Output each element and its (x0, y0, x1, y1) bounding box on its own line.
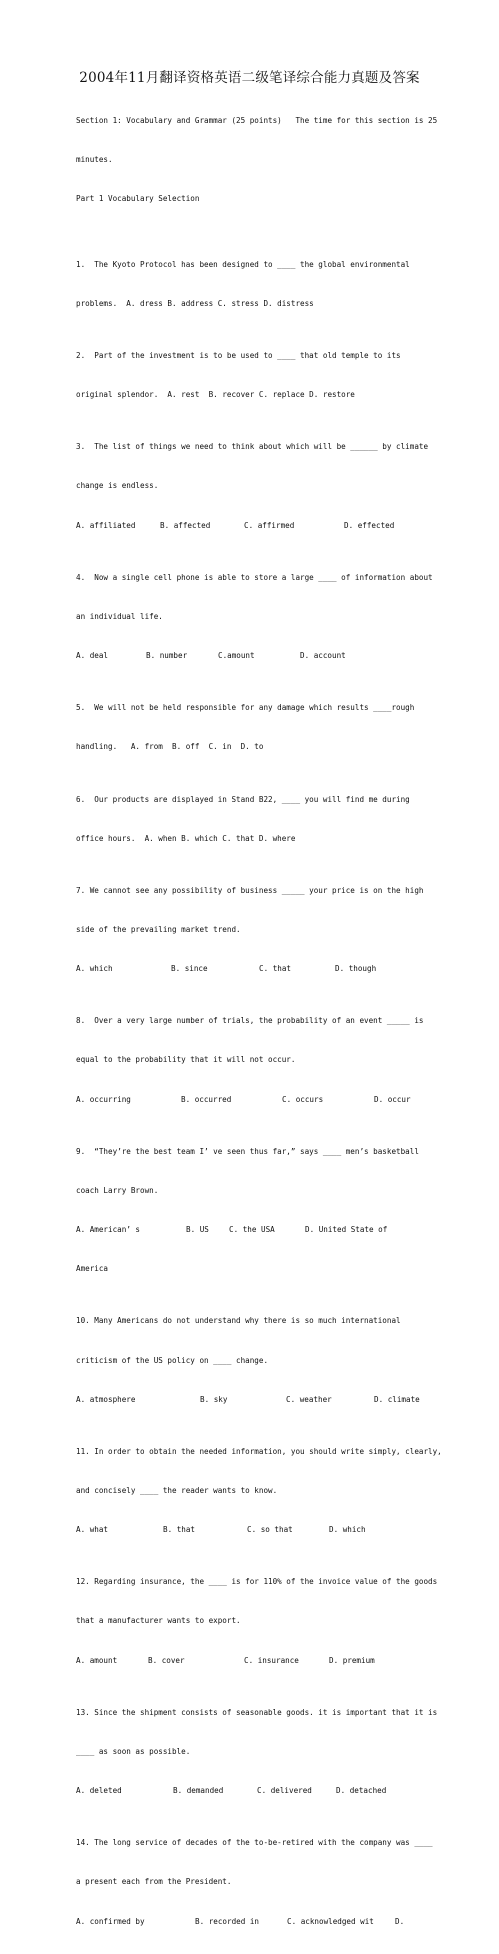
option: A. deleted (76, 1786, 122, 1796)
option: D. which (329, 1525, 366, 1535)
question-line: 2. Part of the investment is to be used to ____ that old temple to its (76, 350, 401, 360)
question-line: equal to the probability that it will not occur. (76, 1055, 296, 1065)
part-header: Part 1 Vocabulary Selection (76, 194, 200, 204)
question-line: original splendor. A. rest B. recover C. replace D. restore (76, 390, 355, 400)
question-line: 8. Over a very large number of trials, the probability of an event _____ is (76, 1016, 424, 1026)
question-line: criticism of the US policy on ____ change. (76, 1355, 269, 1365)
question-line: problems. A. dress B. address C. stress D. distress (76, 298, 314, 308)
options-row (76, 649, 428, 662)
option: B. demanded (173, 1786, 224, 1796)
option: B. that (163, 1525, 196, 1535)
question-line: America (76, 1264, 109, 1274)
question-line: handling. A. from B. off C. in D. to (76, 742, 264, 752)
option: A. what (76, 1525, 109, 1535)
question-line: 7. We cannot see any possibility of business _____ your price is on the high (76, 885, 424, 895)
option: A. confirmed by (76, 1916, 145, 1926)
option: D. though (335, 964, 377, 974)
option: D. detached (336, 1786, 387, 1796)
question-line: that a manufacturer wants to export. (76, 1616, 241, 1626)
question-line: side of the prevailing market trend. (76, 925, 241, 934)
options-row (76, 1523, 428, 1536)
question-line: 13. Since the shipment consists of seasonable goods. it is important that it is (76, 1707, 438, 1717)
section-header: Section 1: Vocabulary and Grammar (25 points) The time for this section is 25 (76, 116, 438, 126)
option: D. climate (374, 1394, 420, 1404)
option: C.amount (218, 651, 255, 661)
options-row (76, 1223, 428, 1236)
option: D. account (300, 651, 346, 661)
question-line: an individual life. (76, 611, 163, 621)
option: A. affiliated (76, 520, 136, 530)
question-line: change is endless. (76, 481, 159, 491)
option: C. occurs (282, 1094, 324, 1104)
option: D. United State of (305, 1225, 388, 1235)
option: B. number (146, 651, 188, 661)
option: C. affirmed (244, 520, 295, 530)
question-line: 10. Many Americans do not understand why there is so much international (76, 1316, 401, 1326)
option: A. occurring (76, 1094, 131, 1104)
option: A. American’ s (76, 1225, 141, 1235)
option: B. since (171, 964, 208, 974)
section-header-cont: minutes. (76, 155, 113, 165)
option: B. occurred (181, 1094, 232, 1104)
question-line: 3. The list of things we need to think about which will be ______ by climate (76, 442, 429, 452)
option: C. insurance (244, 1655, 299, 1665)
document-body (76, 88, 442, 1954)
question-line: 1. The Kyoto Protocol has been designed to ____ the global environmental (76, 259, 410, 269)
options-row (76, 962, 428, 975)
options-row (76, 519, 428, 532)
option: A. atmosphere (76, 1394, 136, 1404)
question-line: 4. Now a single cell phone is able to store a large ____ of information about (76, 572, 433, 582)
question-line: 6. Our products are displayed in Stand B22, ____ you will find me during (76, 794, 410, 804)
option: A. deal (76, 651, 109, 661)
option: C. acknowledged wit (287, 1916, 374, 1926)
options-row (76, 1093, 428, 1106)
options-row (76, 1784, 428, 1797)
option: B. sky (200, 1394, 228, 1404)
question-line: 9. “They’re the best team I’ ve seen thus far,” says ____ men’s basketball (76, 1146, 419, 1156)
option: D. occur (374, 1094, 411, 1104)
question-line: ____ as soon as possible. (76, 1746, 191, 1756)
option: D. premium (329, 1655, 375, 1665)
question-line: 12. Regarding insurance, the ____ is for 110% of the invoice value of the goods (76, 1577, 438, 1587)
question-line: and concisely ____ the reader wants to know. (76, 1486, 278, 1496)
option: C. so that (247, 1525, 293, 1535)
document-title: 2004年11月翻译资格英语二级笔译综合能力真题及答案 (79, 70, 420, 86)
option: D. (395, 1916, 405, 1926)
question-line: coach Larry Brown. (76, 1185, 159, 1195)
option: C. the USA (229, 1225, 275, 1235)
option: B. US (186, 1225, 209, 1235)
option: C. that (259, 964, 292, 974)
option: A. amount (76, 1655, 118, 1665)
question-line: 11. In order to obtain the needed information, you should write simply, clearly, (76, 1446, 442, 1456)
option: B. recorded in (195, 1916, 260, 1926)
question-line: 14. The long service of decades of the to-be-retired with the company was ____ (76, 1838, 433, 1848)
option: C. weather (286, 1394, 332, 1404)
options-row (76, 1654, 428, 1667)
question-line: office hours. A. when B. which C. that D. where (76, 833, 296, 843)
option: B. affected (160, 520, 211, 530)
option: D. effected (344, 520, 395, 530)
option: C. delivered (257, 1786, 312, 1796)
option: B. cover (148, 1655, 185, 1665)
question-line: a present each from the President. (76, 1877, 232, 1887)
question-line: 5. We will not be held responsible for any damage which results ____rough (76, 703, 415, 713)
options-row (76, 1393, 428, 1406)
option: A. which (76, 964, 113, 974)
options-row (76, 1915, 428, 1928)
